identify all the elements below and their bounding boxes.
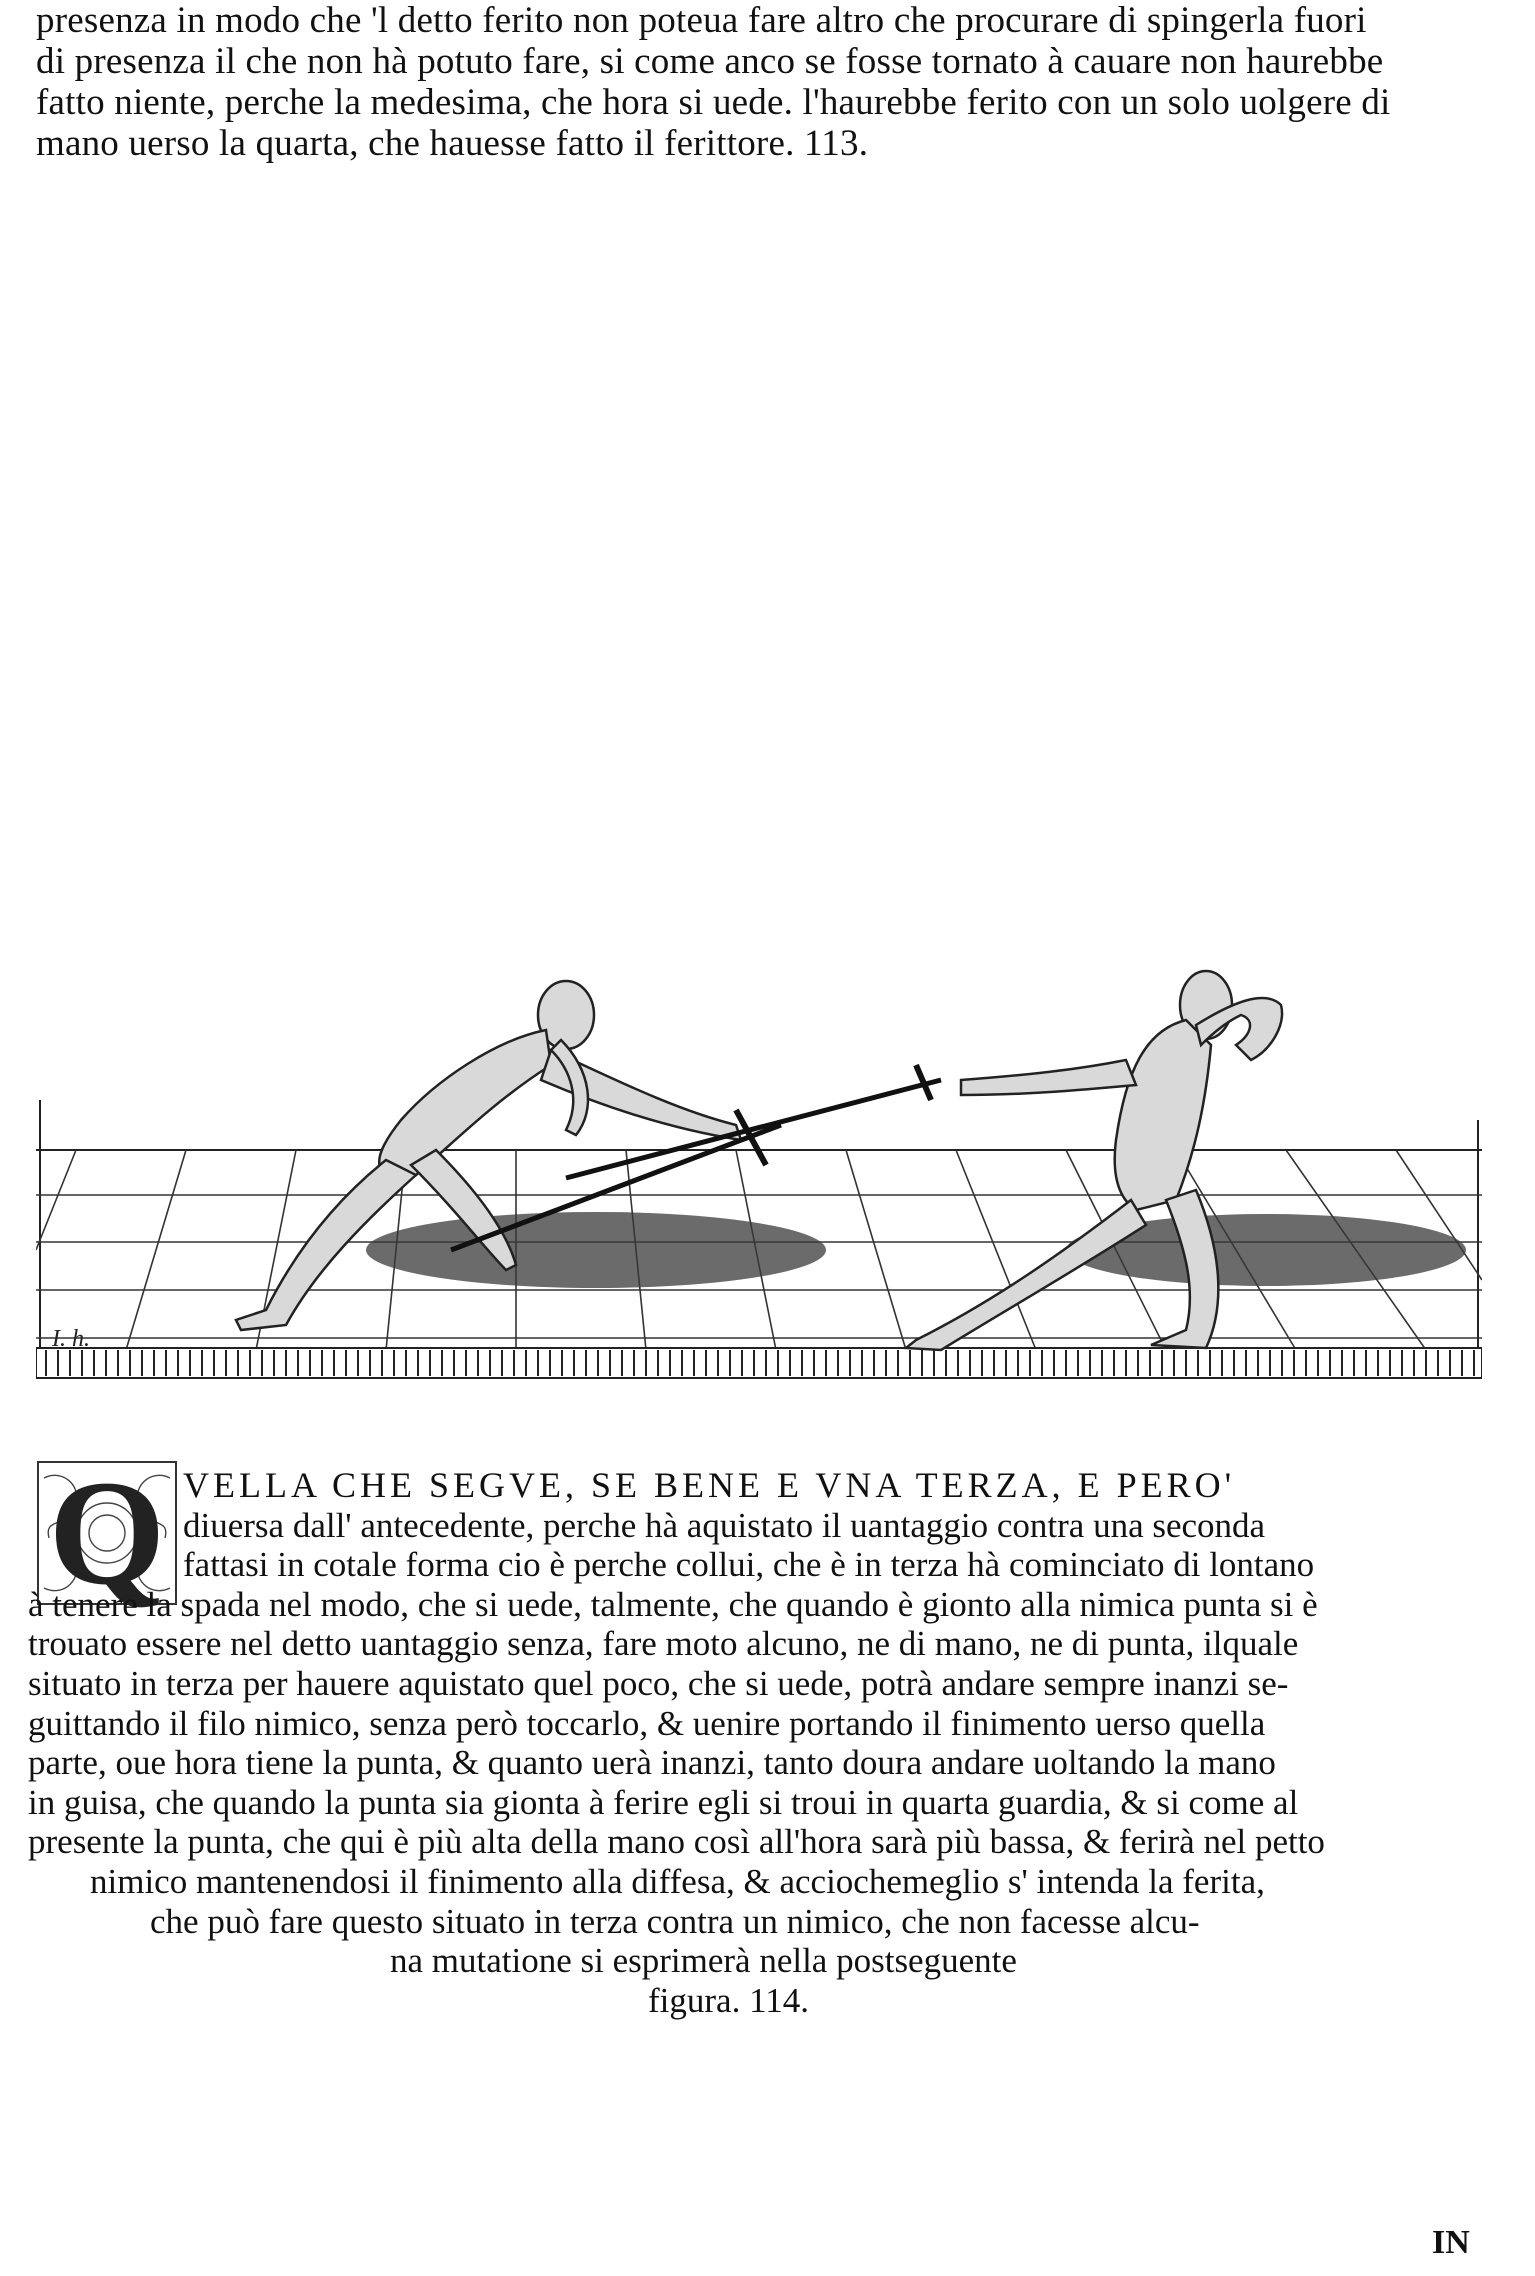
catchword: IN	[1432, 2224, 1470, 2261]
text-line: diuersa dall' antecedente, perche hà aquistato il uantaggio contra una seconda	[183, 1505, 1266, 1545]
text-line: situato in terza per hauere aquistato quel poco, che si uede, potrà andare sempre inanzi se-	[28, 1663, 1289, 1703]
text-line: di presenza il che non hà potuto fare, si come anco se fosse tornato à cauare non haurebbe	[36, 41, 1384, 82]
text-line: in guisa, che quando la punta sia gionta à ferire egli si troui in quarta guardia, & si come al	[28, 1782, 1299, 1822]
text-line: na mutatione si esprimerà nella postseguente	[390, 1941, 1017, 1981]
engraver-initials: I. h.	[52, 1326, 90, 1352]
text-line: figura. 114.	[648, 1980, 810, 2020]
drop-cap-letter: Q	[48, 1450, 166, 1616]
text-line: nimico mantenendosi il finimento alla diffesa, & acciochemeglio s' intenda la ferita,	[90, 1861, 1265, 1901]
text-line: à tenere la spada nel modo, che si uede, talmente, che quando è gionto alla nimica punta si è	[28, 1584, 1318, 1624]
top-paragraph	[36, 0, 1496, 164]
fencing-illustration	[36, 950, 1482, 1395]
text-line: fattasi in cotale forma cio è perche collui, che è in terza hà cominciato di lontano	[183, 1545, 1315, 1585]
text-line: VELLA CHE SEGVE, SE BENE E VNA TERZA, E PERO'	[183, 1465, 1236, 1505]
text-line: parte, oue hora tiene la punta, & quanto uerà inanzi, tanto doura andare uoltando la mano	[28, 1743, 1276, 1783]
text-line: mano uerso la quarta, che hauesse fatto il ferittore. 113.	[36, 123, 869, 164]
text-line: guittando il filo nimico, senza però toccarlo, & uenire portando il finimento uerso quella	[28, 1703, 1266, 1743]
text-line: fatto niente, perche la medesima, che hora si uede. l'haurebbe ferito con un solo uolgere di	[36, 82, 1391, 123]
text-line: trouato essere nel detto uantaggio senza, fare moto alcuno, ne di mano, ne di punta, ilquale	[28, 1624, 1299, 1664]
text-line: presenza in modo che 'l detto ferito non poteua fare altro che procurare di spingerla fuori	[36, 0, 1367, 41]
text-line: presente la punta, che qui è più alta della mano così all'hora sarà più bassa, & ferirà nel petto	[28, 1822, 1325, 1862]
text-line: che può fare questo situato in terza contra un nimico, che non facesse alcu-	[150, 1901, 1200, 1941]
main-paragraph	[28, 1466, 1498, 2020]
